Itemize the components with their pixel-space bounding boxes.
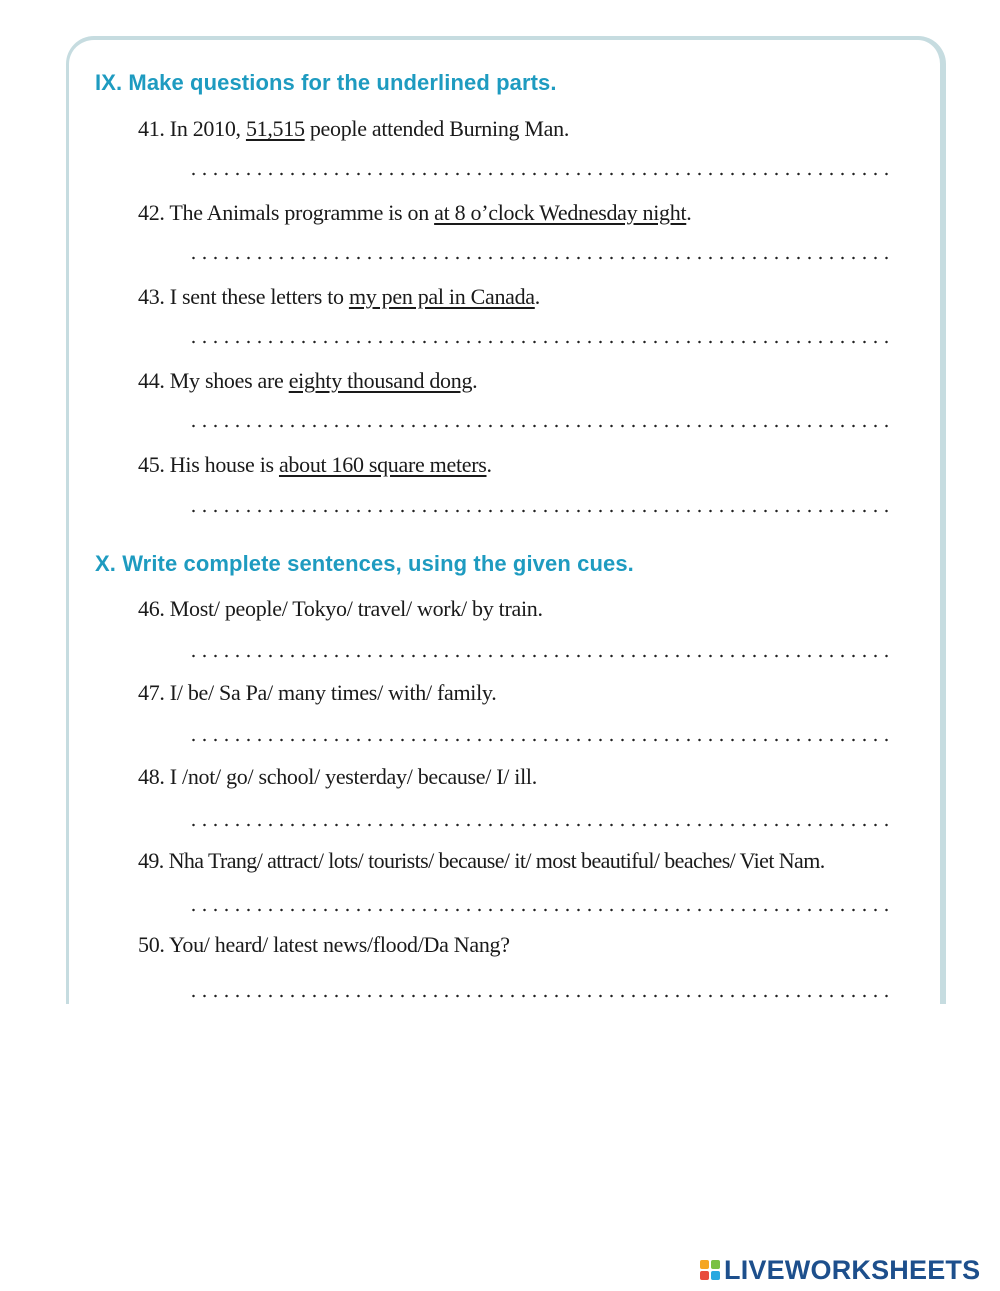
- answer-line-50[interactable]: [188, 993, 892, 999]
- answer-line-45[interactable]: [188, 508, 892, 514]
- question-46: 46. Most/ people/ Tokyo/ travel/ work/ by train.: [138, 596, 543, 621]
- question-45: 45. His house is about 160 square meters.: [138, 452, 492, 477]
- logo-square: [700, 1271, 709, 1280]
- answer-line-42[interactable]: [188, 255, 892, 261]
- liveworksheets-logo: [700, 1255, 980, 1285]
- underlined-part: at 8 o’clock Wednesday night: [434, 200, 687, 225]
- logo-text: LIVEWORKSHEETS: [724, 1254, 981, 1285]
- underlined-part: my pen pal in Canada: [348, 284, 535, 309]
- underlined-part: eighty thousand dong: [288, 368, 473, 393]
- question-43: 43. I sent these letters to my pen pal in Canada.: [138, 284, 540, 309]
- question-48: 48. I /not/ go/ school/ yesterday/ because/ I/ ill.: [138, 764, 537, 789]
- answer-line-44[interactable]: [188, 423, 892, 429]
- answer-line-41[interactable]: [188, 171, 892, 177]
- logo-square: [711, 1260, 720, 1269]
- question-47: 47. I/ be/ Sa Pa/ many times/ with/ family.: [138, 680, 497, 705]
- logo-mark-icon: [700, 1260, 720, 1280]
- question-42: 42. The Animals programme is on at 8 o’clock Wednesday night.: [138, 200, 692, 225]
- logo-square: [700, 1260, 709, 1269]
- underlined-part: 51,515: [245, 116, 305, 141]
- question-49: 49. Nha Trang/ attract/ lots/ tourists/ because/ it/ most beautiful/ beaches/ Viet Nam.: [138, 848, 825, 873]
- question-50: 50. You/ heard/ latest news/flood/Da Nang?: [138, 932, 510, 957]
- answer-line-46[interactable]: [188, 653, 892, 659]
- question-41: 41. In 2010, 51,515 people attended Burning Man.: [138, 116, 570, 141]
- answer-line-48[interactable]: [188, 822, 892, 828]
- logo-square: [711, 1271, 720, 1280]
- section-heading-x: X. Write complete sentences, using the given cues.: [95, 551, 634, 576]
- question-44: 44. My shoes are eighty thousand dong.: [138, 368, 478, 393]
- answer-line-47[interactable]: [188, 737, 892, 743]
- answer-line-49[interactable]: [188, 907, 892, 913]
- answer-line-43[interactable]: [188, 339, 892, 345]
- underlined-part: about 160 square meters: [278, 452, 487, 477]
- section-heading-ix: IX. Make questions for the underlined parts.: [95, 70, 557, 95]
